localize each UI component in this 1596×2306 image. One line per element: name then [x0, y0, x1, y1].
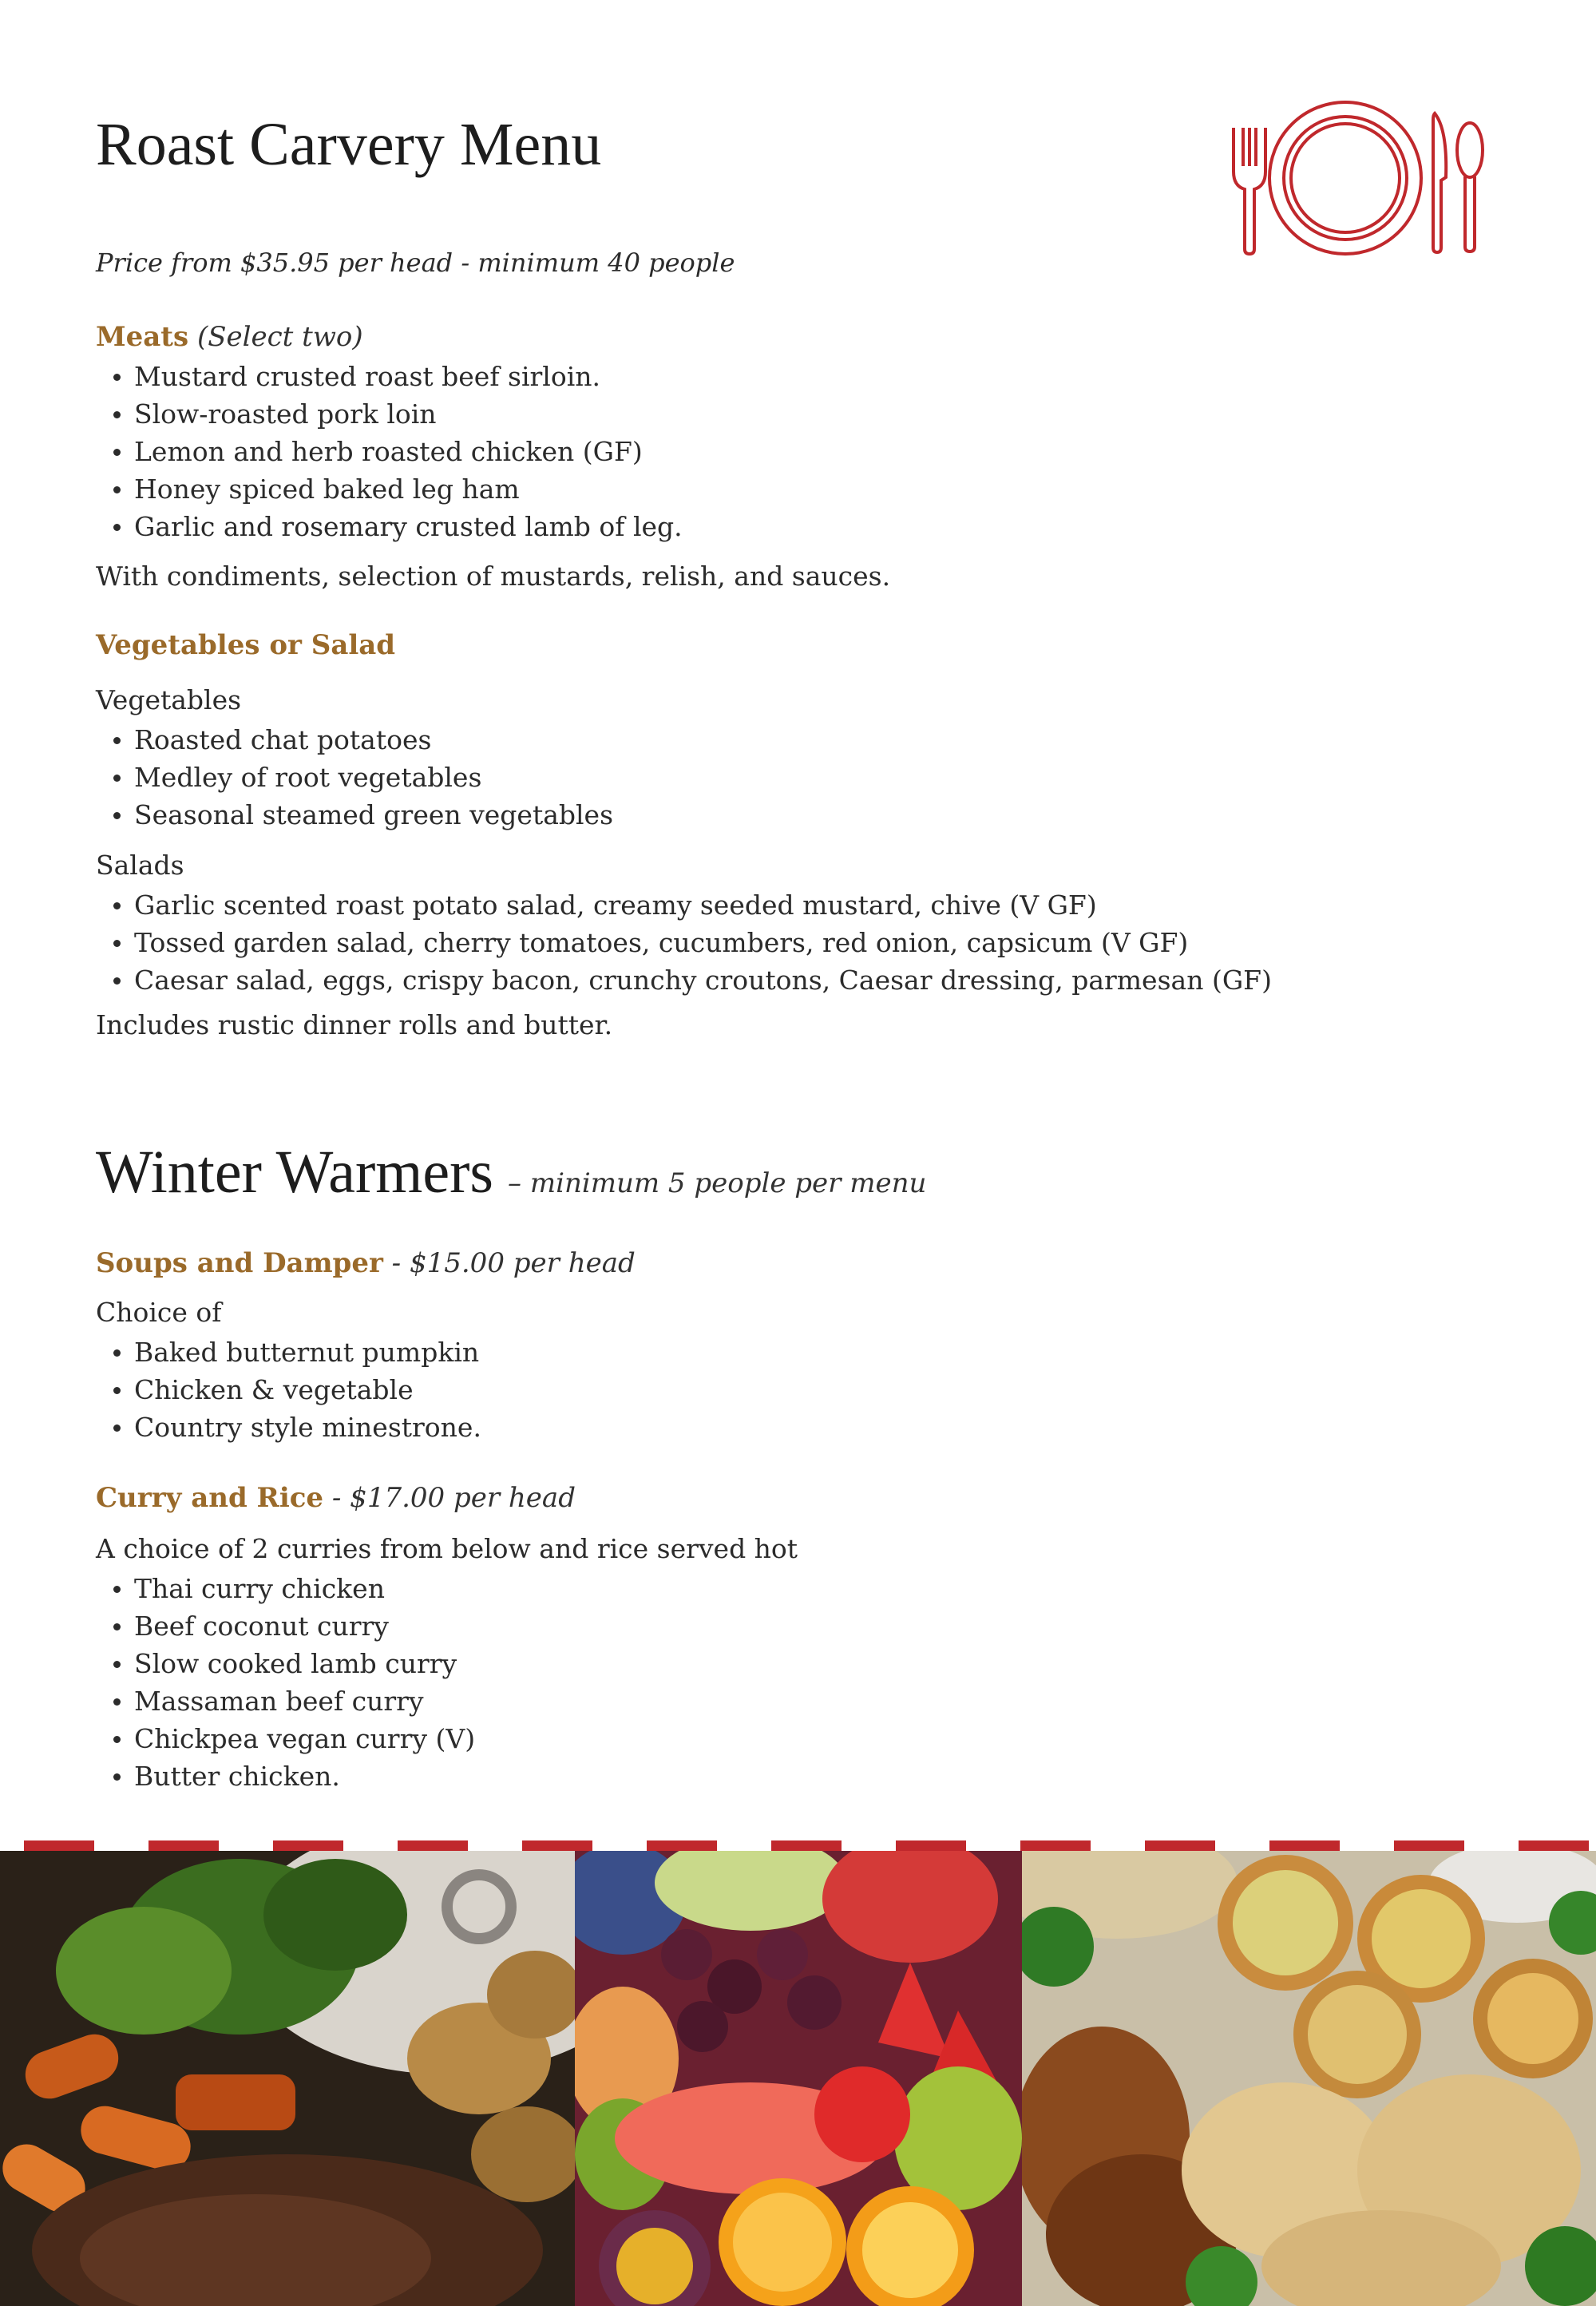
- soups-list: [96, 1333, 481, 1446]
- meats-list: [96, 358, 683, 545]
- list-item: Medley of root vegetables: [96, 759, 613, 796]
- roast-price: Price from $35.95 per head - minimum 40 people: [96, 248, 735, 278]
- curry-intro: A choice of 2 curries from below and rice served hot: [96, 1533, 798, 1564]
- list-item: Tossed garden salad, cherry tomatoes, cucumbers, red onion, capsicum (V GF): [96, 924, 1272, 961]
- list-item: Country style minestrone.: [96, 1409, 481, 1446]
- veg-label: Vegetables: [96, 684, 242, 715]
- list-item: Garlic scented roast potato salad, creamy seeded mustard, chive (V GF): [96, 886, 1272, 924]
- soups-title: Soups and Damper: [96, 1247, 383, 1279]
- list-item: Baked butternut pumpkin: [96, 1333, 481, 1371]
- list-item: Lemon and herb roasted chicken (GF): [96, 433, 683, 470]
- curry-heading: [96, 1482, 576, 1514]
- list-item: Thai curry chicken: [96, 1570, 475, 1607]
- meats-heading: [96, 321, 363, 353]
- meats-title: Meats: [96, 321, 189, 353]
- cutlery-icon: [1226, 96, 1489, 256]
- soups-heading: [96, 1247, 636, 1279]
- veg-list: [96, 721, 613, 834]
- salad-list: [96, 886, 1272, 999]
- list-item: Roasted chat potatoes: [96, 721, 613, 759]
- quiche-platter-photo: [1022, 1851, 1596, 2306]
- soups-price: - $15.00 per head: [382, 1247, 636, 1279]
- roast-dinner-photo: [0, 1851, 575, 2306]
- winter-title: [96, 1138, 926, 1207]
- roast-title: Roast Carvery Menu: [96, 111, 602, 178]
- fruit-platter-photo: [575, 1851, 1022, 2306]
- meats-note: (Select two): [196, 321, 363, 353]
- list-item: Butter chicken.: [96, 1757, 475, 1795]
- list-item: Mustard crusted roast beef sirloin.: [96, 358, 683, 395]
- curry-list: [96, 1570, 475, 1795]
- winter-subtitle: – minimum 5 people per menu: [508, 1167, 927, 1199]
- salad-label: Salads: [96, 850, 184, 881]
- list-item: Chickpea vegan curry (V): [96, 1720, 475, 1757]
- winter-title-text: Winter Warmers: [96, 1139, 494, 1206]
- list-item: Garlic and rosemary crusted lamb of leg.: [96, 508, 683, 545]
- soups-intro: Choice of: [96, 1297, 222, 1328]
- list-item: Chicken & vegetable: [96, 1371, 481, 1409]
- list-item: Caesar salad, eggs, crispy bacon, crunchy croutons, Caesar dressing, parmesan (GF): [96, 961, 1272, 999]
- list-item: Slow cooked lamb curry: [96, 1645, 475, 1682]
- curry-title: Curry and Rice: [96, 1482, 324, 1514]
- curry-price: - $17.00 per head: [323, 1482, 576, 1514]
- veg-salad-footer: Includes rustic dinner rolls and butter.: [96, 1009, 613, 1040]
- list-item: Honey spiced baked leg ham: [96, 470, 683, 508]
- veg-salad-title: Vegetables or Salad: [96, 629, 396, 661]
- list-item: Seasonal steamed green vegetables: [96, 796, 613, 834]
- list-item: Slow-roasted pork loin: [96, 395, 683, 433]
- list-item: Beef coconut curry: [96, 1607, 475, 1645]
- meats-footer: With condiments, selection of mustards, relish, and sauces.: [96, 561, 891, 592]
- photo-strip: [0, 1851, 1596, 2306]
- list-item: Massaman beef curry: [96, 1682, 475, 1720]
- veg-salad-heading: [96, 629, 395, 661]
